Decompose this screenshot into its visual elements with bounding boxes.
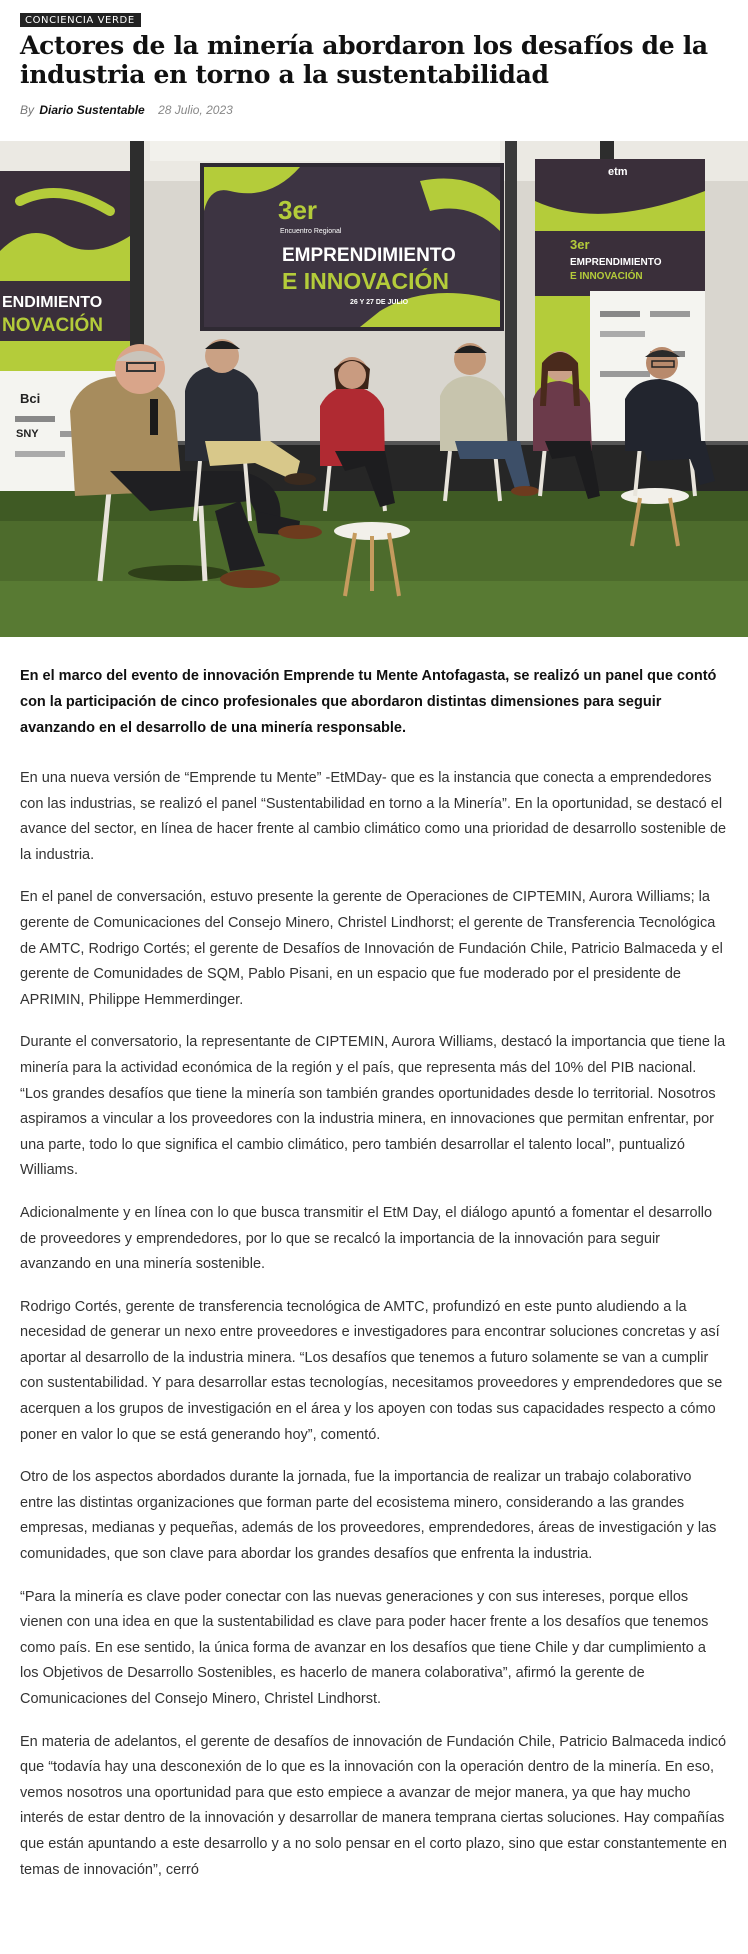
article-title: Actores de la minería abordaron los desafíos de la industria en torno a la sustentabilidad (20, 31, 708, 89)
article-lead: En el marco del evento de innovación Emprende tu Mente Antofagasta, se realizó un panel que contó con la participación de cinco profesionales que abordaron distintas dimensiones para seguir avanzando en el desarrollo de una minería responsable. (20, 668, 717, 736)
byline-label: By (20, 103, 35, 117)
paragraph: Otro de los aspectos abordados durante la jornada, fue la importancia de realizar un trabajo colaborativo entre las distintas organizaciones que forman parte del ecosistema minero, considerando a las grandes empresas, medianas y pequeñas, además de los proveedores, emprendedores, áreas de investigación y las comunidades, que son clave para abordar los grandes desafíos que enfrenta la industria. (20, 1469, 717, 1563)
screen-subtitle: Encuentro Regional (280, 228, 342, 235)
category-badge[interactable]: CONCIENCIA VERDE (20, 13, 141, 27)
paragraph-list (20, 766, 728, 1883)
article-photo (0, 141, 748, 637)
sponsor-logo-bci: Bci (20, 391, 41, 406)
author-link[interactable]: Diario Sustentable (39, 103, 145, 117)
screen-line2: E INNOVACIÓN (282, 268, 449, 294)
screen-number: 3er (278, 195, 318, 225)
right-banner-line2: E INNOVACIÓN (570, 271, 643, 282)
paragraph: Rodrigo Cortés, gerente de transferencia tecnológica de AMTC, profundizó en este punto aludiendo a la necesidad de generar un nexo entre proveedores e investigadores para encontrar soluciones concretas y así aportar al desarrollo de la industria minera. “Los desafíos que tenemos a futuro solamente se van a cumplir con sustentabilidad. Y para desarrollar estas tecnologías, necesitamos proveedores y emprendedores que se acerquen a los grupos de investigación en el área y los apoyen con todas sus capacidades respecto a cómo poner en valor lo que se está generando hoy”, comentó. (20, 1298, 723, 1443)
article-meta (20, 103, 728, 119)
right-banner-brand: etm (608, 166, 628, 178)
article-body (0, 663, 748, 1883)
screen-line1: EMPRENDIMIENTO (282, 245, 456, 266)
right-banner-line1: EMPRENDIMIENTO (570, 257, 662, 268)
screen-dates: 26 Y 27 DE JULIO (350, 299, 409, 306)
paragraph: “Para la minería es clave poder conectar con las nuevas generaciones y con sus intereses, porque ellos vienen con una idea en que la sustentabilidad es clave para poder hacer frente a los desafíos que tenemos como país. En ese sentido, la única forma de avanzar en los desafíos que tiene Chile y dar cumplimiento a los Objetivos de Desarrollo Sostenibles, es hacerlo de manera colaborativa”, afirmó la gerente de Comunicaciones del Consejo Minero, Christel Lindhorst. (20, 1588, 709, 1707)
paragraph: En materia de adelantos, el gerente de desafíos de innovación de Fundación Chile, Patricio Balmaceda indicó que “todavía hay una desconexión de lo que es la innovación con la operación dentro de la minería. En eso, vemos nosotros una oportunidad para que esto empiece a avanzar de mejor manera, ya que hay mucho interés de estar dentro de la innovación y desarrollar de manera temprana ciertas soluciones. Hay compañías que están apuntando a este desarrollo y a no solo pensar en el corto plazo, sino que estar constantemente en temas de innovación”, cerró (20, 1733, 727, 1878)
publish-date: 28 Julio, 2023 (158, 103, 233, 117)
right-banner-number: 3er (570, 237, 590, 252)
paragraph: Adicionalmente y en línea con lo que busca transmitir el EtM Day, el diálogo apuntó a fomentar el desarrollo de proveedores y emprendedores, por lo que se recalcó la importancia de la innovación para seguir avanzando en una minería sostenible. (20, 1204, 713, 1273)
left-banner-line2: NOVACIÓN (2, 315, 103, 336)
paragraph: En el panel de conversación, estuvo presente la gerente de Operaciones de CIPTEMIN, Aurora Williams; la gerente de Comunicaciones del Consejo Minero, Christel Lindhorst; el gerente de Transferencia Tecnológica de AMTC, Rodrigo Cortés; el gerente de Desafíos de Innovación de Fundación Chile, Patricio Balmaceda y el gerente de Comunidades de SQM, Pablo Pisani, en un espacio que fue moderado por el presidente de APRIMIN, Philippe Hemmerdinger. (20, 889, 723, 1008)
left-banner-line1: ENDIMIENTO (2, 294, 103, 311)
paragraph: Durante el conversatorio, la representante de CIPTEMIN, Aurora Williams, destacó la importancia que tiene la minería para la actividad económica de la región y el país, que representa más del 10% del PIB nacional. “Los grandes desafíos que tiene la minería son también grandes oportunidades desde lo territorial. Nosotros aspiramos a vincular a los proveedores con la industria minera, en innovaciones que permitan enfrentar, por una parte, todo lo que significa el cambio climático, pero también desarrollar el talento local”, puntualizó Williams. (20, 1034, 726, 1179)
paragraph: En una nueva versión de “Emprende tu Mente” -EtMDay- que es la instancia que conecta a emprendedores con las industrias, se realizó el panel “Sustentabilidad en torno a la Minería”. En la oportunidad, se destacó el avance del sector, en línea de hacer frente al cambio climático como una prioridad de desarrollo sostenible de la industria. (20, 770, 727, 863)
article-header (0, 0, 748, 119)
sponsor-logo-sny: SNY (16, 428, 39, 440)
